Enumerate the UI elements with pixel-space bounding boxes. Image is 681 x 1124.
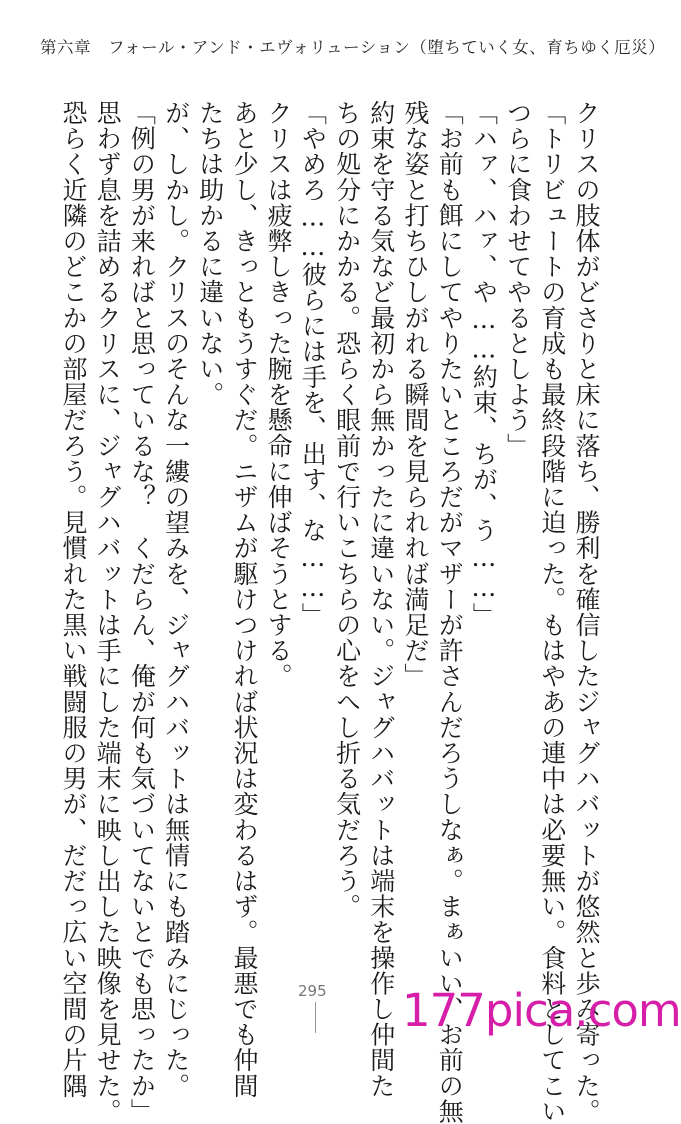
text-line: 「お前も餌にしてやりたいところだがマザーが許さんだろうしなぁ。まぁいい、お前の無 [435, 100, 465, 1124]
text-line: 恐らく近隣のどこかの部屋だろう。見慣れた黒い戦闘服の男が、だだっ広い空間の片隅 [58, 100, 88, 1099]
text-line: クリスの肢体がどさりと床に落ち、勝利を確信したジャグハバットが悠然と歩み寄った。 [572, 100, 601, 1124]
footer-divider [315, 1002, 316, 1033]
text-line: 約束を守る気など最初から無かったに違いない。ジャグハバットは端末を操作し仲間た [366, 100, 396, 1099]
text-line: 「やめろ……彼らには手を、出す、な……」 [298, 100, 328, 628]
text-line: あと少し、きっともうすぐだ。ニザムが駆けつければ状況は変わるはず。最悪でも仲間 [229, 100, 259, 1099]
text-line: が、しかし。クリスのそんな一縷の望みを、ジャグハバットは無情にも踏みにじった。 [161, 100, 191, 1099]
watermark-logo[interactable]: 177pica.com [402, 984, 681, 1037]
running-header: 第六章 フォール・アンド・エヴォリューション（堕ちていく女、育ちゆく厄災） [40, 38, 666, 57]
page-number: 295 [298, 982, 327, 1000]
text-line: 残な姿と打ちひしがれる瞬間を見られれば満足だ」 [400, 100, 430, 689]
text-line: ちの処分にかかる。恐らく眼前で行いこちらの心をへし折る気だろう。 [332, 100, 362, 920]
text-line: 「ハァ、ハァ、や……約束、ちが、う……」 [469, 100, 499, 628]
text-line: たちは助かるに違いない。 [195, 100, 225, 408]
text-line: つらに食わせてやるとしよう」 [503, 100, 533, 459]
text-line: 「例の男が来ればと思っているな？ くだらん、俺が何も気づいてないとでも思ったか」 [127, 100, 157, 1124]
text-line: クリスは疲弊しきった腕を懸命に伸ばそうとする。 [264, 100, 294, 689]
text-line: 「トリビュートの育成も最終段階に迫った。もはやあの連中は必要無い。食料としてこい [537, 100, 567, 1124]
text-line: 思わず息を詰めるクリスに、ジャグハバットは手にした端末に映し出した映像を見せた。 [93, 100, 123, 1124]
